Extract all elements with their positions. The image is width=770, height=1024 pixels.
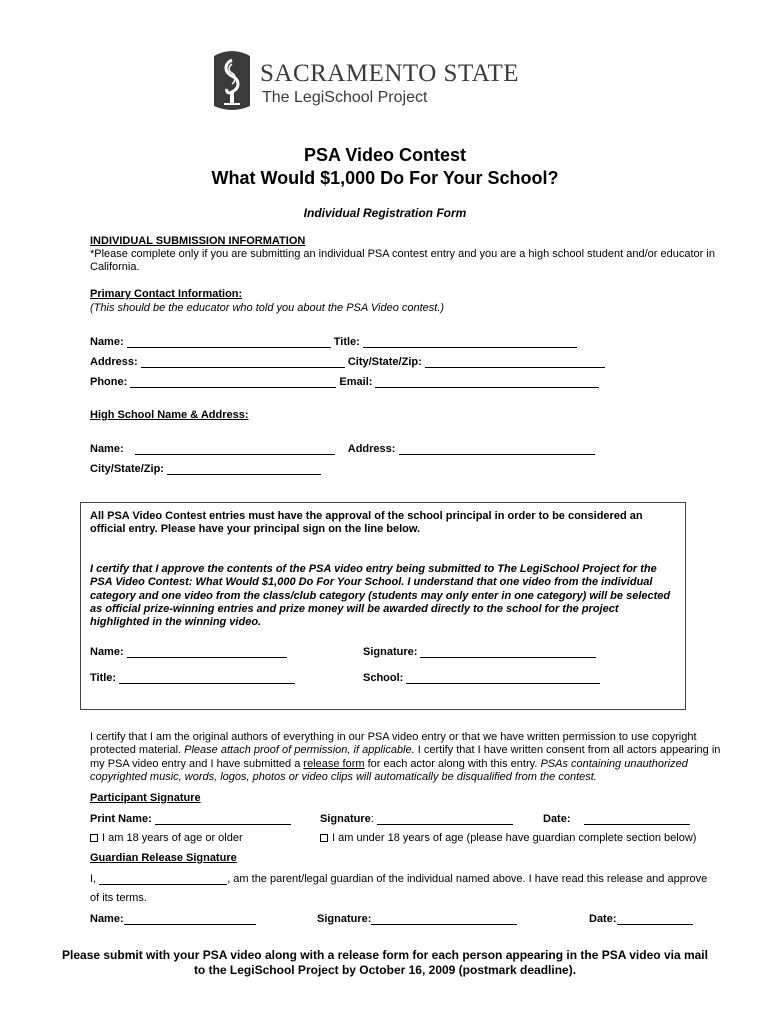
high-school-heading: High School Name & Address: xyxy=(90,409,249,421)
guardian-heading: Guardian Release Signature xyxy=(90,852,237,864)
contact-title-field[interactable] xyxy=(363,335,577,348)
primary-contact-note: (This should be the educator who told you about the PSA Video contest.) xyxy=(90,302,445,314)
over-18-checkbox[interactable] xyxy=(90,834,98,842)
school-city-state-zip-field[interactable] xyxy=(167,462,321,475)
print-name-field[interactable] xyxy=(155,812,291,825)
logo xyxy=(210,48,550,114)
school-address-label: Address: xyxy=(347,443,396,455)
guardian-statement-2: of its terms. xyxy=(90,892,147,904)
submission-heading: INDIVIDUAL SUBMISSION INFORMATION xyxy=(90,235,306,247)
participant-date-row xyxy=(543,812,690,825)
principal-certify-text: I certify that I approve the contents of the PSA video entry being submitted to The LegiSchool Project for the PSA Video Contest: What Would $1,000 Do For Your School. I understand that one video from the individual category and one video from the class/club category (students may only enter in one category) will be selected as official prize-winning entries and prize money will be awarded directly to the school for the project highlighted in the winning video. xyxy=(90,563,671,629)
logo-project: The LegiSchool Project xyxy=(262,89,428,106)
authorship-certification xyxy=(90,731,730,784)
over-18-option[interactable] xyxy=(90,832,243,844)
participant-signature-field[interactable] xyxy=(377,812,513,825)
principal-name-label: Name: xyxy=(90,646,124,658)
authorship-text-1: I certify that I am the original authors of everything in our PSA video entry or that we have written permission to use copyright protected material. xyxy=(90,731,697,757)
guardian-date-row xyxy=(589,912,693,925)
guardian-signature-field[interactable] xyxy=(371,912,517,925)
contact-phone-field[interactable] xyxy=(130,375,336,388)
logo-org: SACRAMENTO STATE xyxy=(260,60,520,87)
under-18-option[interactable] xyxy=(320,832,696,844)
footer-instruction-1: Please submit with your PSA video along with a release form for each person appearing in the PSA video via mail xyxy=(62,948,708,962)
print-name-label: Print Name: xyxy=(90,813,152,825)
participant-row xyxy=(90,812,291,825)
school-name-field[interactable] xyxy=(135,442,335,455)
form-subtitle: Individual Registration Form xyxy=(303,206,467,220)
contact-row-address xyxy=(90,355,605,368)
principal-signature-label: Signature: xyxy=(363,646,418,658)
under-18-label: I am under 18 years of age (please have guardian complete section below) xyxy=(332,832,697,844)
guardian-i-label: I, xyxy=(90,873,97,885)
school-row-name xyxy=(90,442,595,455)
name-label: Name: xyxy=(90,336,124,348)
contact-row-phone xyxy=(90,375,599,388)
contact-address-field[interactable] xyxy=(141,355,345,368)
title-label: Title: xyxy=(333,336,360,348)
sacramento-state-logo-icon xyxy=(210,48,254,114)
school-row-csz xyxy=(90,462,321,475)
principal-approval-box xyxy=(80,502,686,710)
guardian-name-row xyxy=(90,912,256,925)
participant-heading: Participant Signature xyxy=(90,792,201,804)
participant-signature-row xyxy=(320,812,513,825)
school-city-state-zip-label: City/State/Zip: xyxy=(90,463,164,475)
guardian-name-inline-field[interactable] xyxy=(99,872,227,885)
contact-email-field[interactable] xyxy=(375,375,599,388)
primary-contact-heading: Primary Contact Information: xyxy=(90,288,243,300)
footer-instruction-2: to the LegiSchool Project by October 16, 2009 (postmark deadline). xyxy=(193,963,577,977)
principal-approval-text: All PSA Video Contest entries must have the approval of the school principal in order to be considered an official entry. Please have your principal sign on the line below. xyxy=(90,510,643,535)
authorship-text-3: I certify that I have written consent from all actors appearing in my PSA video entry and I have submitted a xyxy=(90,744,721,770)
guardian-statement-row xyxy=(90,872,707,885)
guardian-name-field[interactable] xyxy=(124,912,256,925)
authorship-text-2: Please attach proof of permission, if applicable. xyxy=(184,744,415,757)
principal-row-name xyxy=(90,645,287,658)
address-label: Address: xyxy=(90,356,138,368)
participant-date-label: Date: xyxy=(543,813,571,825)
guardian-signature-label: Signature: xyxy=(317,913,372,925)
city-state-zip-label: City/State/Zip: xyxy=(347,356,422,368)
participant-date-field[interactable] xyxy=(584,812,690,825)
under-18-checkbox[interactable] xyxy=(320,834,328,842)
contact-city-state-zip-field[interactable] xyxy=(425,355,605,368)
phone-label: Phone: xyxy=(90,376,128,388)
principal-name-field[interactable] xyxy=(127,645,287,658)
principal-signature-field[interactable] xyxy=(420,645,596,658)
guardian-signature-row xyxy=(317,912,517,925)
contact-row-name xyxy=(90,335,577,348)
authorship-text-5: PSAs containing unauthorized copyrighted music, words, logos, photos or video clips will automatically be disqualified from the contest. xyxy=(90,757,688,783)
contact-name-field[interactable] xyxy=(127,335,331,348)
guardian-date-field[interactable] xyxy=(617,912,693,925)
over-18-label: I am 18 years of age or older xyxy=(102,832,243,844)
school-name-label: Name: xyxy=(90,443,124,455)
principal-school-label: School: xyxy=(363,672,404,684)
authorship-text-4: for each actor along with this entry. xyxy=(364,757,541,770)
principal-row-signature xyxy=(363,645,596,658)
guardian-statement: , am the parent/legal guardian of the individual named above. I have read this release and approve xyxy=(227,873,708,885)
guardian-name-label: Name: xyxy=(90,913,124,925)
page-title: PSA Video Contest xyxy=(303,145,467,165)
release-form-link[interactable]: release form xyxy=(303,757,365,770)
participant-signature-label: Signature: xyxy=(320,813,374,825)
page-subtitle-question: What Would $1,000 Do For Your School? xyxy=(211,168,559,188)
principal-row-school xyxy=(363,671,600,684)
email-label: Email: xyxy=(339,376,373,388)
principal-title-label: Title: xyxy=(90,672,117,684)
principal-row-title xyxy=(90,671,295,684)
guardian-date-label: Date: xyxy=(589,913,617,925)
principal-school-field[interactable] xyxy=(406,671,600,684)
principal-title-field[interactable] xyxy=(119,671,295,684)
submission-text: *Please complete only if you are submitting an individual PSA contest entry and you are a high school student and/or educator in California. xyxy=(90,248,715,273)
school-address-field[interactable] xyxy=(399,442,595,455)
